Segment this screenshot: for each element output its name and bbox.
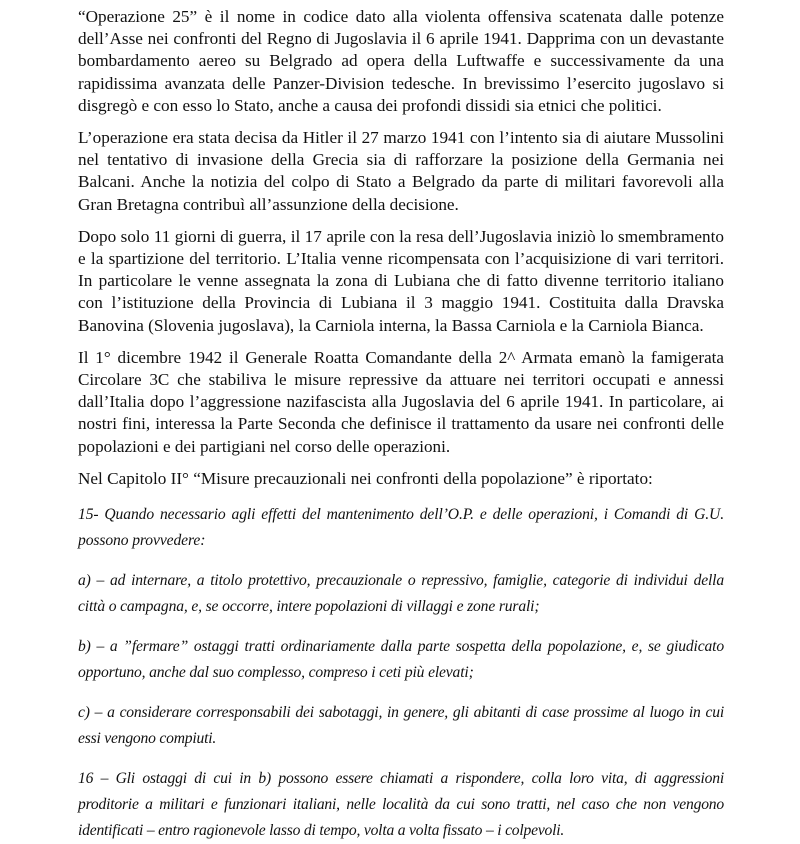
paragraph-capitolo-ii: Nel Capitolo II° “Misure precauzionali nei confronti della popolazione” è riportato:	[78, 468, 653, 488]
quote-item-a: a) – ad internare, a titolo protettivo, precauzionale o repressivo, famiglie, categorie di individui della città o campagna, e, se occorre, intere popolazioni di villaggi e zone rurali;	[78, 572, 724, 616]
quote-article-16: 16 – Gli ostaggi di cui in b) possono essere chiamati a rispondere, colla loro vita, di aggressioni proditorie a militari e funzionari italiani, nelle località da cui sono tratti, nel caso che non vengono identificati – entro ragionevole lasso di tempo, volta a volta fissato – i colpevoli.	[78, 770, 724, 840]
paragraph-hitler-decision: L’operazione era stata decisa da Hitler il 27 marzo 1941 con l’intento sia di aiutare Mussolini nel tentativo di invasione della Grecia sia di rafforzare la posizione della Germania nei Balcani. Anche la notizia del colpo di Stato a Belgrado da parte di militari favorevoli alla Gran Bretagna contribuì all’assunzione della decisione.	[78, 128, 724, 214]
quote-article-15: 15- Quando necessario agli effetti del mantenimento dell’O.P. e delle operazioni, i Comandi di G.U. possono provvedere:	[78, 506, 724, 550]
paragraph-partition: Dopo solo 11 giorni di guerra, il 17 aprile con la resa dell’Jugoslavia iniziò lo smembramento e la spartizione del territorio. L’Italia venne ricompensata con l’acquisizione di vari territori. In particolare le venne assegnata la zona di Lubiana che di fatto divenne territorio italiano con l’istituzione della Provincia di Lubiana il 3 maggio 1941. Costituita dalla Dravska Banovina (Slovenia jugoslava), la Carniola interna, la Bassa Carniola e la Carniola Bianca.	[78, 226, 724, 335]
document-page	[78, 6, 724, 844]
quote-item-c: c) – a considerare corresponsabili dei sabotaggi, in genere, gli abitanti di case prossime al luogo in cui essi vengono compiuti.	[78, 704, 724, 748]
paragraph-circolare-3c: Il 1° dicembre 1942 il Generale Roatta Comandante della 2^ Armata emanò la famigerata Circolare 3C che stabiliva le misure repressive da attuare nei territori occupati e annessi dall’Italia dopo l’aggressione nazifascista alla Jugoslavia del 6 aprile 1941. In particolare, ai nostri fini, interessa la Parte Seconda che definisce il trattamento da usare nei confronti delle popolazioni e dei partigiani nel corso delle operazioni.	[78, 347, 724, 456]
paragraph-operazione-25: “Operazione 25” è il nome in codice dato alla violenta offensiva scatenata dalle potenze dell’Asse nei confronti del Regno di Jugoslavia il 6 aprile 1941. Dapprima con un devastante bombardamento aereo su Belgrado ad opera della Luftwaffe e successivamente da una rapidissima avanzata delle Panzer-Division tedesche. In brevissimo l’esercito jugoslavo si disgregò e con esso lo Stato, anche a causa dei profondi dissidi sia etnici che politici.	[78, 7, 724, 115]
quote-item-b: b) – a ”fermare” ostaggi tratti ordinariamente dalla parte sospetta della popolazione, e, se giudicato opportuno, anche dal suo complesso, compreso i ceti più elevati;	[78, 638, 724, 682]
